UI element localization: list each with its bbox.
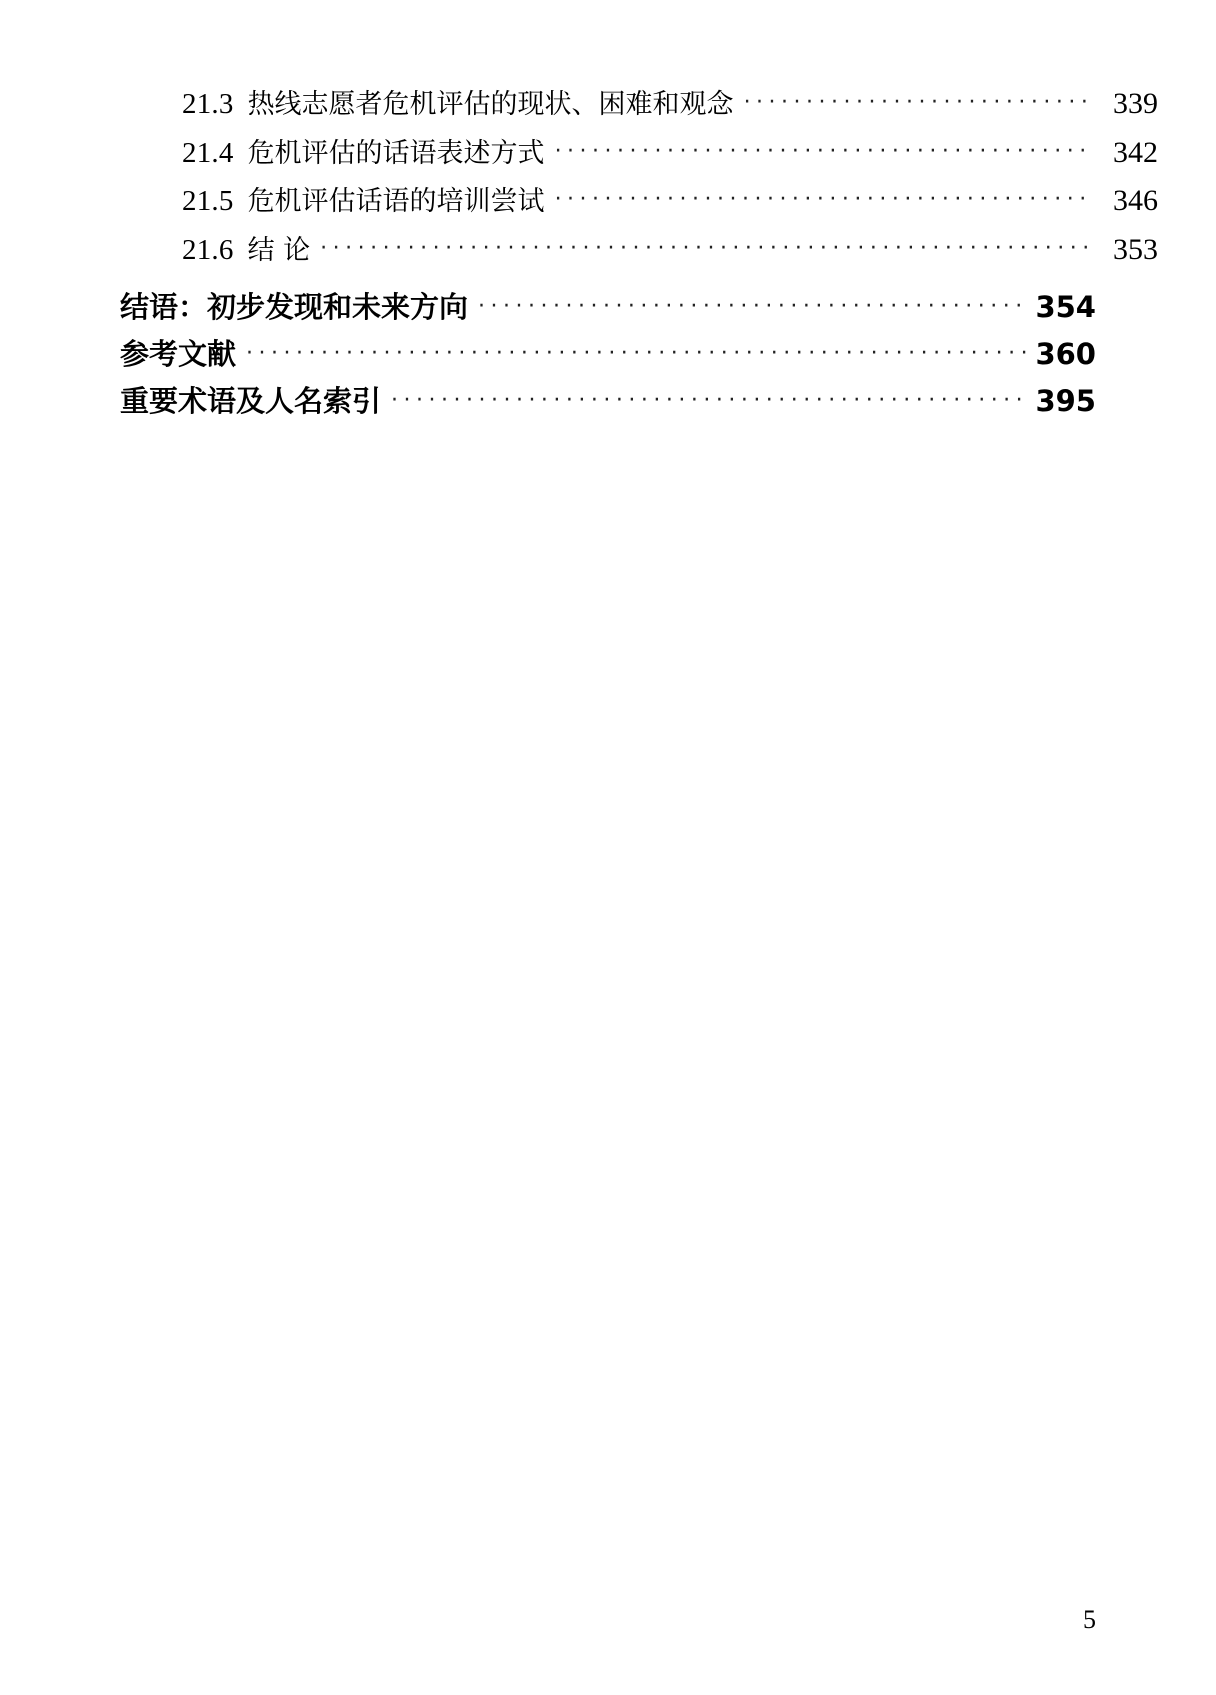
- toc-entry-title: 重要术语及人名索引: [120, 384, 382, 419]
- toc-entry-page: 395: [1035, 384, 1096, 419]
- toc-entry-number: 21.3: [182, 88, 234, 120]
- toc-leader-dots: [320, 235, 1088, 264]
- toc-leader-dots: [246, 340, 1026, 370]
- table-of-contents: [120, 80, 1158, 425]
- toc-entry[interactable]: [120, 284, 1096, 331]
- toc-entry-title: 危机评估话语的培训尝试: [247, 186, 545, 218]
- toc-entry-page: 339: [1113, 87, 1158, 120]
- toc-leader-dots: [478, 293, 1026, 323]
- toc-entry-page: 354: [1035, 290, 1096, 325]
- toc-leader-dots: [744, 89, 1088, 118]
- toc-entry[interactable]: [120, 129, 1158, 178]
- toc-entry-page: 360: [1035, 337, 1096, 372]
- toc-leader-dots: [555, 186, 1088, 215]
- toc-entry-page: 346: [1113, 184, 1158, 218]
- toc-entry-title: 结 论: [247, 234, 311, 266]
- toc-entry-title: 结语：初步发现和未来方向: [120, 290, 469, 325]
- toc-entry[interactable]: [120, 177, 1158, 226]
- toc-entry[interactable]: [120, 378, 1096, 425]
- section-spacer: [120, 274, 1096, 284]
- toc-entry-title: 热线志愿者危机评估的现状、困难和观念: [247, 89, 734, 120]
- toc-entry-page: 342: [1113, 135, 1158, 169]
- page-folio: 5: [1083, 1605, 1096, 1634]
- toc-entry-number: 21.5: [182, 185, 234, 218]
- toc-entry-number: 21.4: [182, 136, 234, 169]
- toc-entry-number: 21.6: [182, 233, 234, 266]
- toc-entry[interactable]: [120, 331, 1096, 378]
- toc-leader-dots: [391, 387, 1026, 417]
- toc-leader-dots: [555, 138, 1088, 167]
- toc-entry-title: 危机评估的话语表述方式: [247, 137, 545, 169]
- toc-entry[interactable]: [120, 80, 1158, 129]
- toc-entry[interactable]: [120, 226, 1158, 275]
- toc-entry-title: 参考文献: [120, 337, 237, 372]
- toc-entry-page: 353: [1113, 232, 1158, 266]
